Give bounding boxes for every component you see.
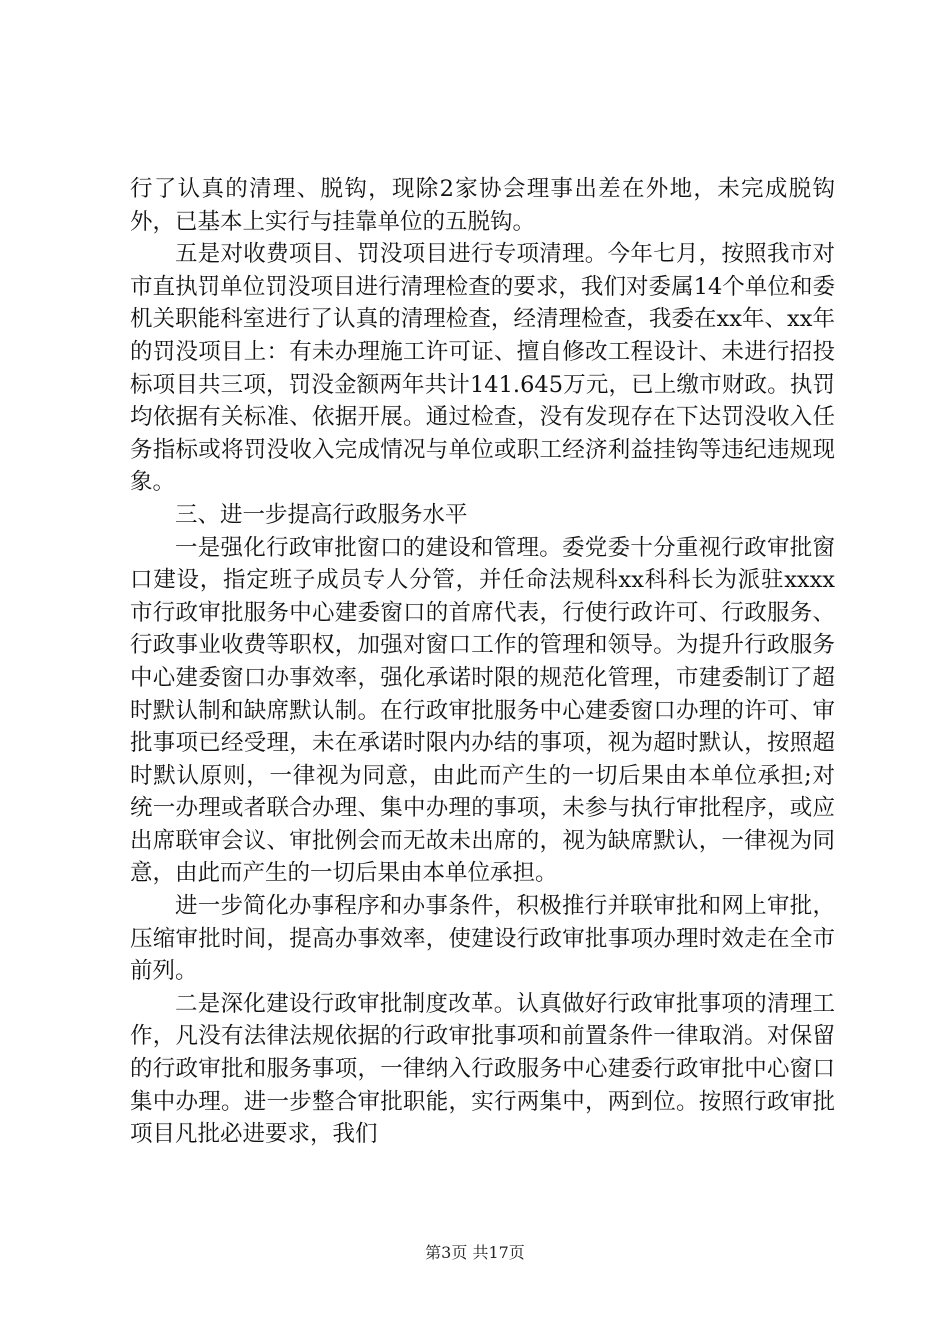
paragraph-approval-window: 一是强化行政审批窗口的建设和管理。委党委十分重视行政审批窗口建设，指定班子成员专人分管，并任命法规科xx科科长为派驻xxxx市行政审批服务中心建委窗口的首席代表，行使行政许可、行政服务、行政事业收费等职权，加强对窗口工作的管理和领导。为提升行政服务中心建委窗口办事效率，强化承诺时限的规范化管理，市建委制订了超时默认制和缺席默认制。在行政审批服务中心建委窗口办理的许可、审批事项已经受理，未在承诺时限内办结的事项，视为超时默认，按照超时默认原则，一律视为同意，由此而产生的一切后果由本单位承担;对统一办理或者联合办理、集中办理的事项，未参与执行审批程序，或应出席联审会议、审批例会而无故未出席的，视为缺席默认，一律视为同意，由此而产生的一切后果由本单位承担。 <box>130 534 835 887</box>
page-footer <box>0 1240 950 1263</box>
paragraph-approval-reform: 二是深化建设行政审批制度改革。认真做好行政审批事项的清理工作，凡没有法律法规依据的行政审批事项和前置条件一律取消。对保留的行政审批和服务事项，一律纳入行政服务中心建委行政审批中心窗口集中办理。进一步整合审批职能，实行两集中，两到位。按照行政审批项目凡批必进要求，我们 <box>130 990 835 1148</box>
document-body <box>130 173 835 1151</box>
paragraph-simplify-procedures: 进一步简化办事程序和办事条件，积极推行并联审批和网上审批，压缩审批时间，提高办事效率，使建设行政审批事项办理时效走在全市前列。 <box>130 893 835 985</box>
page-number: 第3页 共17页 <box>425 1243 525 1262</box>
paragraph-penalty-cleanup: 五是对收费项目、罚没项目进行专项清理。今年七月，按照我市对市直执罚单位罚没项目进行清理检查的要求，我们对委属14个单位和委机关职能科室进行了认真的清理检查，经清理检查，我委在xx年、xx年的罚没项目上：有未办理施工许可证、擅自修改工程设计、未进行招投标项目共三项，罚没金额两年共计141.645万元，已上缴市财政。执罚均依据有关标准、依据开展。通过检查，没有发现存在下达罚没收入任务指标或将罚没收入完成情况与单位或职工经济利益挂钩等违纪违规现象。 <box>130 241 835 496</box>
paragraph-continuation: 行了认真的清理、脱钩，现除2家协会理事出差在外地，未完成脱钩外，已基本上实行与挂靠单位的五脱钩。 <box>130 176 835 235</box>
section-heading: 三、进一步提高行政服务水平 <box>175 501 468 528</box>
